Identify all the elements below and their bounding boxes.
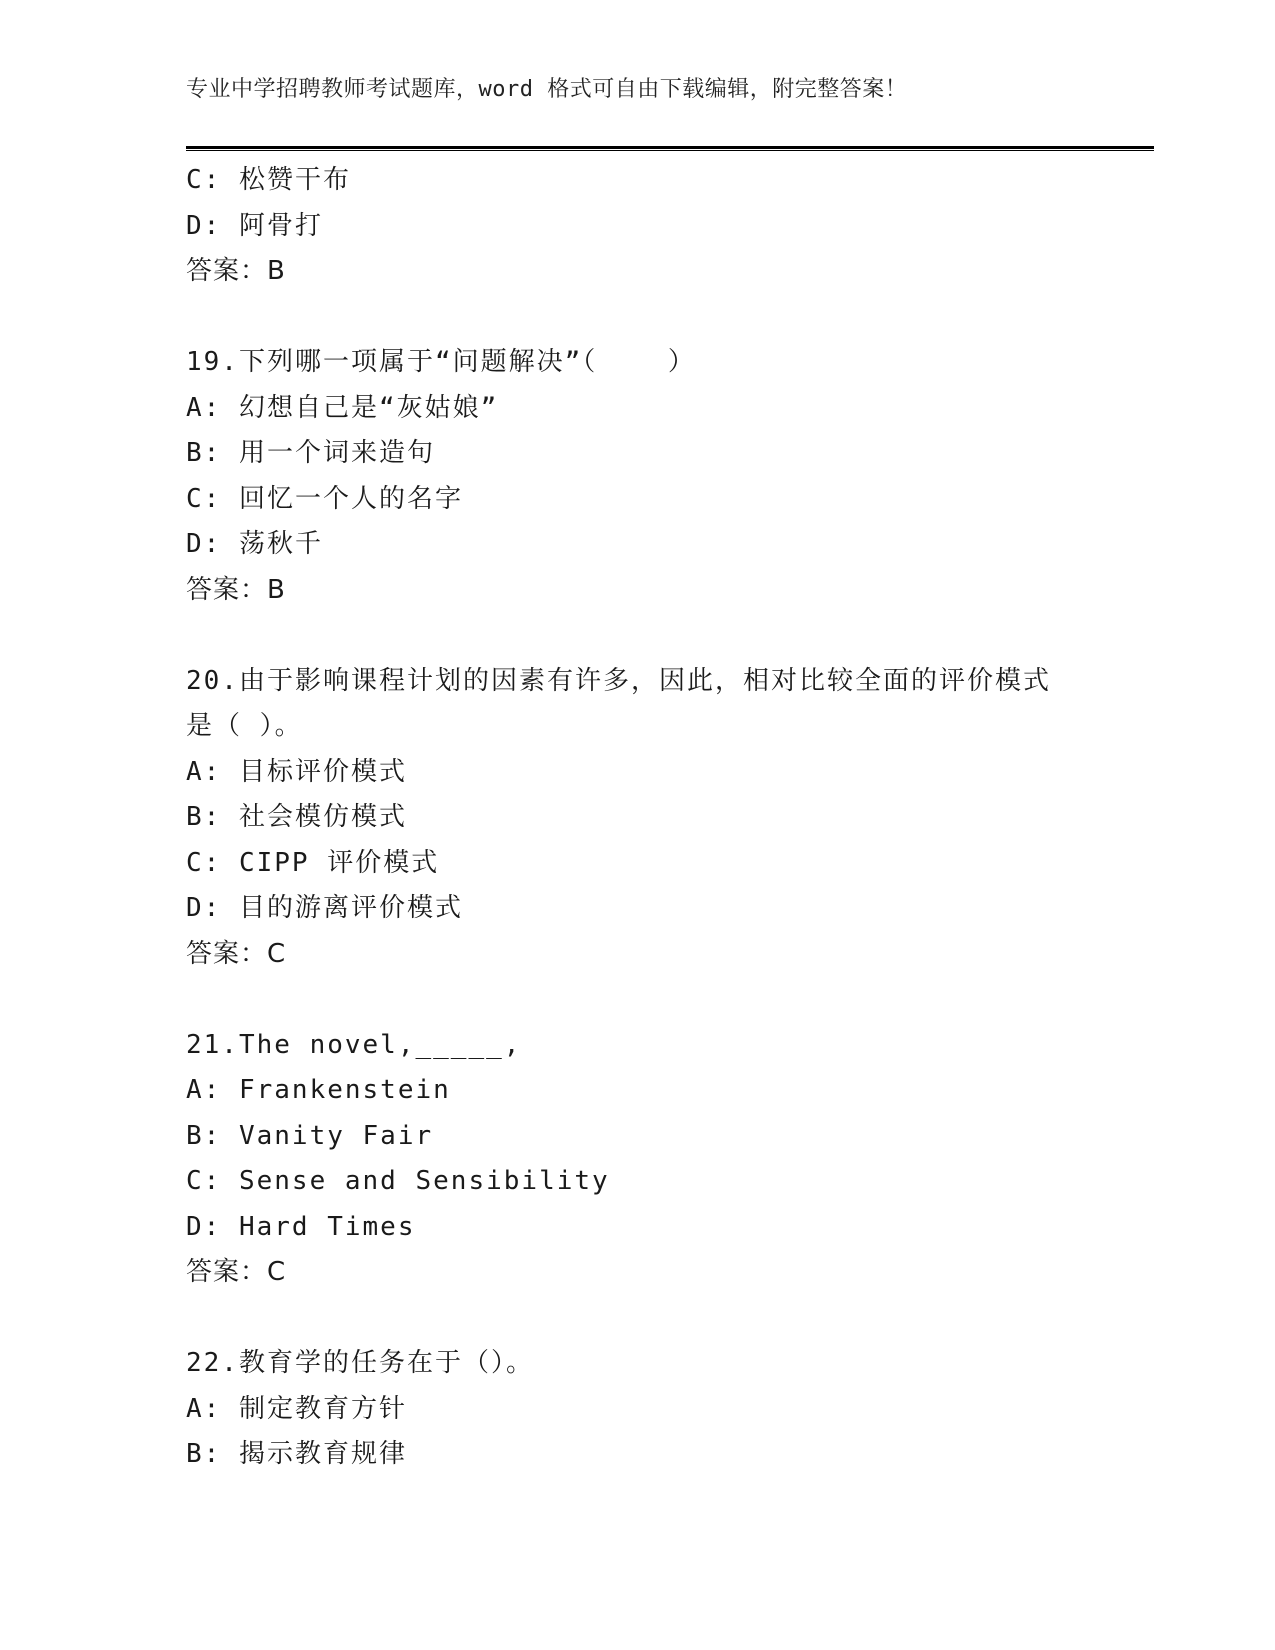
option-b: B: 揭示教育规律 xyxy=(186,1439,407,1469)
answer-line: 答案：C xyxy=(186,938,287,969)
option-d: D: 阿骨打 xyxy=(186,210,323,241)
answer-line: 答案：C xyxy=(186,1257,287,1287)
option-b: B: Vanity Fair xyxy=(186,1120,434,1151)
question-stem: 21.The novel,_____, xyxy=(186,1029,522,1060)
option-c: C: 回忆一个人的名字 xyxy=(186,483,463,514)
option-c: C: Sense and Sensibility xyxy=(186,1166,610,1196)
option-a: A: 目标评价模式 xyxy=(186,756,407,787)
question-stem: 22.教育学的任务在于（）。 xyxy=(186,1348,534,1378)
page-header: 专业中学招聘教师考试题库，word 格式可自由下载编辑，附完整答案！ xyxy=(186,77,908,102)
question-19 xyxy=(186,340,1086,613)
header-divider xyxy=(186,146,1154,151)
spacer xyxy=(186,977,1086,1023)
answer-line: 答案：B xyxy=(186,256,286,286)
question-list xyxy=(186,158,1086,1478)
option-b: B: 用一个词来造句 xyxy=(186,438,435,468)
option-d: D: 荡秋千 xyxy=(186,529,323,559)
option-c: C: 松赞干布 xyxy=(186,165,351,195)
question-21 xyxy=(186,1023,1086,1296)
question-stem-continued: 是（ ）。 xyxy=(186,711,303,741)
option-a: A: Frankenstein xyxy=(186,1075,451,1105)
spacer xyxy=(186,1296,1086,1342)
option-b: B: 社会模仿模式 xyxy=(186,802,407,832)
question-18-continued xyxy=(186,158,1086,295)
answer-line: 答案：B xyxy=(186,574,286,605)
option-d: D: Hard Times xyxy=(186,1211,416,1242)
spacer xyxy=(186,613,1086,659)
question-22 xyxy=(186,1341,1086,1478)
option-d: D: 目的游离评价模式 xyxy=(186,893,463,923)
spacer xyxy=(186,295,1086,341)
option-c: C: CIPP 评价模式 xyxy=(186,847,440,878)
question-stem: 19.下列哪一项属于“问题解决”（ ） xyxy=(186,347,696,377)
question-stem: 20.由于影响课程计划的因素有许多，因此，相对比较全面的评价模式 xyxy=(186,665,1051,696)
question-20 xyxy=(186,659,1086,978)
option-a: A: 幻想自己是“灰姑娘” xyxy=(186,392,499,423)
option-a: A: 制定教育方针 xyxy=(186,1393,407,1424)
